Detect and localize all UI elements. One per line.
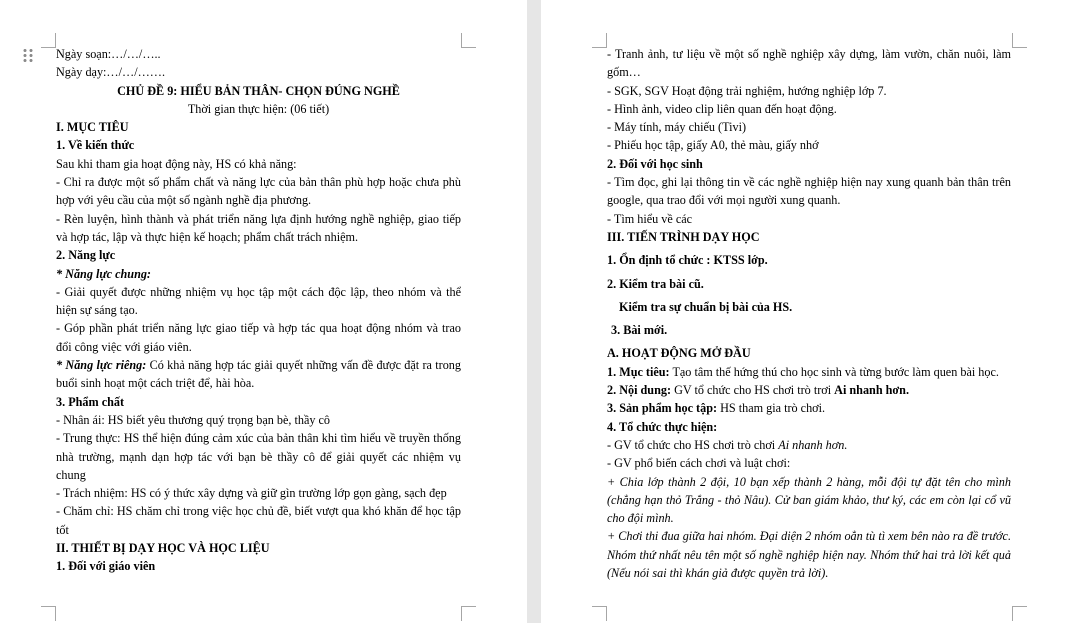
paragraph: - Góp phần phát triển năng lực giao tiếp và hợp tác qua hoạt động nhóm và trao đổi công việc với giáo viên. xyxy=(56,321,461,354)
document-page-right xyxy=(541,0,1071,623)
heading-objectives: I. MỤC TIÊU xyxy=(56,120,129,135)
subheading-specific-competence: * Năng lực riêng: xyxy=(56,358,147,373)
paragraph-text: - GV tổ chức cho HS chơi trò chơi xyxy=(607,437,779,452)
paragraph: - GV phổ biến cách chơi và luật chơi: xyxy=(607,456,791,471)
label-content: 2. Nội dung: xyxy=(607,383,672,398)
paragraph-content xyxy=(607,381,1011,399)
heading-new-lesson: 3. Bài mới. xyxy=(611,323,668,338)
paragraph: - Chỉ ra được một số phẩm chất và năng lực của bản thân phù hợp hoặc chưa phù hợp với yêu cầu của một số ngành nghề địa phương. xyxy=(56,175,461,208)
paragraph: - Nhân ái: HS biết yêu thương quý trọng bạn bè, thầy cô xyxy=(56,412,331,427)
heading-for-students: 2. Đối với học sinh xyxy=(607,156,703,171)
paragraph: - Tranh ảnh, tư liệu về một số nghề nghiệp xây dựng, làm vườn, chăn nuôi, làm gốm… xyxy=(607,47,1011,80)
paragraph: - Tìm hiểu về các xyxy=(607,211,693,226)
duration: Thời gian thực hiện: (06 tiết) xyxy=(187,101,330,116)
paragraph: - SGK, SGV Hoạt động trải nghiệm, hướng nghiệp lớp 7. xyxy=(607,83,887,98)
label-goal: 1. Mục tiêu: xyxy=(607,364,670,379)
paragraph-product xyxy=(607,399,1011,417)
heading-knowledge: 1. Về kiến thức xyxy=(56,138,135,153)
crop-mark-bottom-right xyxy=(461,606,476,621)
heading-opening-activity: A. HOẠT ĐỘNG MỞ ĐẦU xyxy=(607,346,751,361)
paragraph-goal xyxy=(607,363,1011,381)
paragraph-text: Có khả năng hợp tác giải quyết những vấn đề được đặt ra trong buổi sinh hoạt một cách triệt để, hài hòa. xyxy=(56,358,461,391)
heading-qualities: 3. Phẩm chất xyxy=(56,394,125,409)
crop-mark-bottom-left xyxy=(41,606,56,621)
heading-equipment: II. THIẾT BỊ DẠY HỌC VÀ HỌC LIỆU xyxy=(56,541,270,556)
paragraph: - Rèn luyện, hình thành và phát triển năng lựa định hướng nghề nghiệp, giao tiếp và hợp tác, lập và thực hiện kế hoạch; phẩm chất trách nhiệm. xyxy=(56,211,461,244)
paragraph-rules-1: + Chia lớp thành 2 đội, 10 bạn xếp thành 2 hàng, mỗi đội tự đặt tên cho mình (chẳng hạn thỏ Trắng - thỏ Nâu). Cử ban giám khảo, thư ký, các em còn lại cổ vũ cho đội mình. xyxy=(607,474,1011,526)
subheading-general-competence: * Năng lực chung: xyxy=(56,266,151,281)
crop-mark-bottom-left xyxy=(592,606,607,621)
paragraph: - Máy tính, máy chiếu (Tivi) xyxy=(607,120,747,135)
paragraph: - Trung thực: HS thể hiện đúng cảm xúc của bản thân khi tìm hiểu về truyền thống nhà trường, mạnh dạn hợp tác với bạn bè thầy cô để giải quyết các nhiệm vụ chung xyxy=(56,431,461,482)
heading-competence: 2. Năng lực xyxy=(56,248,116,263)
heading-class-organization: 1. Ổn định tổ chức : KTSS lớp. xyxy=(607,253,768,268)
game-name: Ai nhanh hơn. xyxy=(834,383,909,398)
paragraph-text: GV tổ chức cho HS chơi trò trơi xyxy=(671,383,835,398)
document-page-left xyxy=(0,0,527,623)
topic-title: CHỦ ĐỀ 9: HIỂU BẢN THÂN- CHỌN ĐÚNG NGHỀ xyxy=(117,83,400,98)
paragraph-text: HS tham gia trò chơi. xyxy=(717,401,826,416)
paragraph: - Phiếu học tập, giấy A0, thẻ màu, giấy nhớ xyxy=(607,138,819,153)
crop-mark-top-left xyxy=(592,33,607,48)
crop-mark-top-right xyxy=(1012,33,1027,48)
paragraph-specific-competence xyxy=(56,356,461,393)
paragraph-text: Tạo tâm thế hứng thú cho học sinh và từng bước làm quen bài học. xyxy=(669,364,999,379)
paragraph: - Trách nhiệm: HS có ý thức xây dựng và giữ gìn trường lớp gọn gàng, sạch đẹp xyxy=(56,486,447,501)
page-right-content xyxy=(607,45,1011,582)
game-name: Ai nhanh hơn. xyxy=(778,437,848,452)
heading-for-teacher: 1. Đối với giáo viên xyxy=(56,559,156,574)
paragraph-rules-2: + Chơi thi đua giữa hai nhóm. Đại diện 2 nhóm oẳn tù tì xem bên nào ra đề trước. Nhóm thứ nhất nêu tên một số nghề nghiệp hiện nay. Nhóm thứ hai trả lời kết quả (Nếu nói sai thì khán giả được quyền trả lời). xyxy=(607,529,1011,581)
heading-implementation: 4. Tổ chức thực hiện: xyxy=(607,419,718,434)
date-prepared: Ngày soạn:…/…/….. xyxy=(56,47,161,61)
paragraph: - Tìm đọc, ghi lại thông tin về các nghề nghiệp hiện nay xung quanh bản thân trên google, qua trao đổi với mọi người xung quanh. xyxy=(607,175,1011,208)
crop-mark-top-left xyxy=(41,33,56,48)
paragraph: - Hình ảnh, video clip liên quan đến hoạt động. xyxy=(607,101,837,116)
paragraph: - Chăm chỉ: HS chăm chỉ trong việc học chủ đề, biết vượt qua khó khăn để học tập tốt xyxy=(56,504,461,537)
review-note: Kiểm tra sự chuẩn bị bài của HS. xyxy=(619,299,793,314)
paragraph: Sau khi tham gia hoạt động này, HS có khả năng: xyxy=(56,156,297,171)
label-product: 3. Sản phẩm học tập: xyxy=(607,401,718,416)
heading-teaching-process: III. TIẾN TRÌNH DẠY HỌC xyxy=(607,229,760,244)
heading-review: 2. Kiểm tra bài cũ. xyxy=(607,276,704,291)
paragraph-game-intro xyxy=(607,436,1011,454)
drag-handle-icon[interactable] xyxy=(22,48,34,62)
paragraph: - Giải quyết được những nhiệm vụ học tập một cách độc lập, theo nhóm và thể hiện sự sáng tạo. xyxy=(56,284,461,318)
crop-mark-top-right xyxy=(461,33,476,48)
date-taught: Ngày dạy:…/…/……. xyxy=(56,65,165,80)
page-left-content xyxy=(56,45,461,576)
crop-mark-bottom-right xyxy=(1012,606,1027,621)
